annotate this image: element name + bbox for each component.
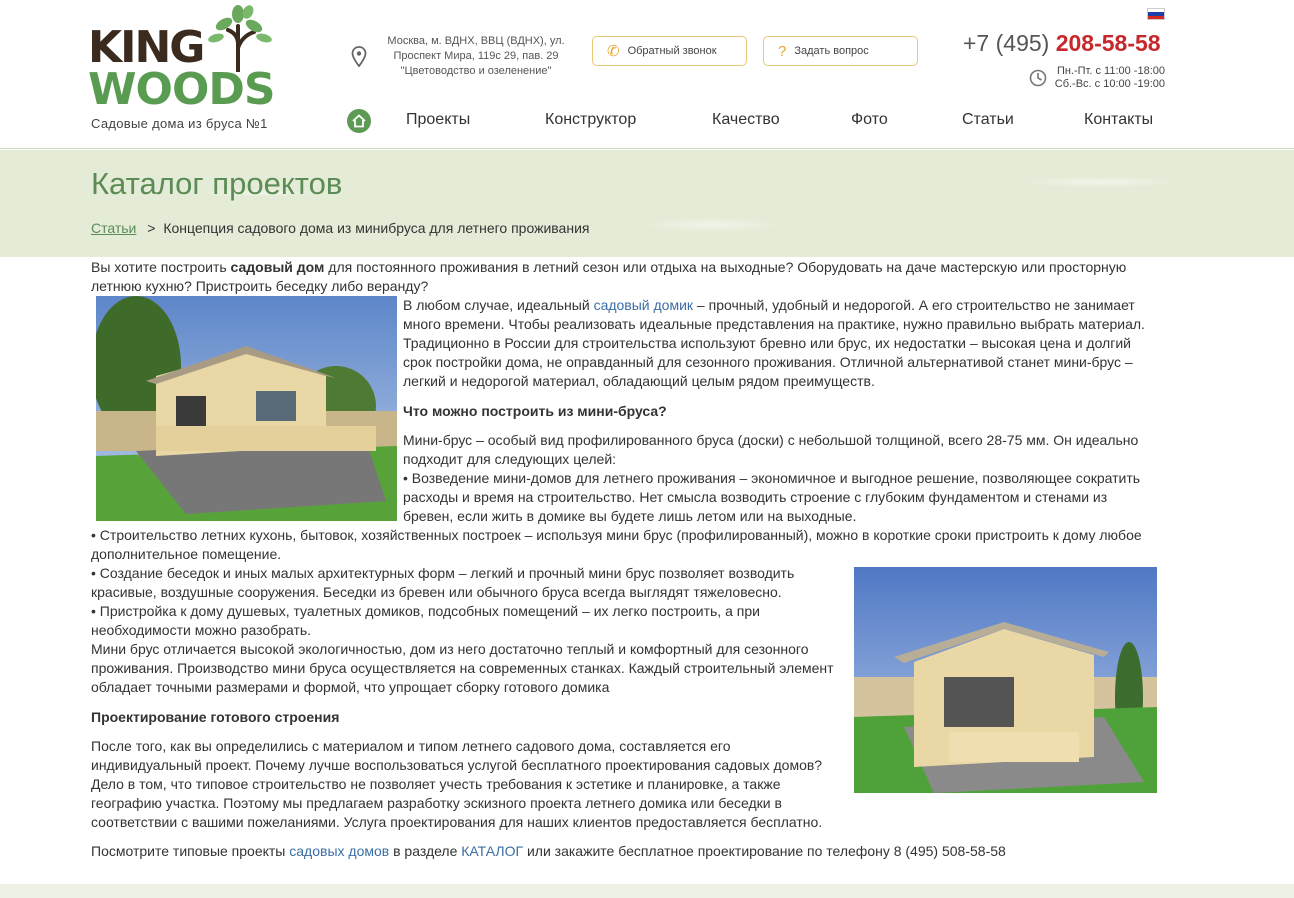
ask-question-button[interactable] xyxy=(763,36,918,66)
logo-text-king: KING xyxy=(88,22,204,73)
article-paragraph-5: Мини брус отличается высокой экологичностью, дом из него достаточно теплый и комфортный для сезонного проживания. Производство мини бруса осуществляется на современных станках. Каждый строительный элемент обладает точными размерами и формой, что упрощает сборку готового домика xyxy=(91,641,834,695)
article-content xyxy=(91,258,1157,861)
breadcrumb xyxy=(91,220,589,236)
site-header xyxy=(0,0,1294,149)
text: Посмотрите типовые проекты xyxy=(91,843,290,859)
link-garden-house[interactable]: садовый домик xyxy=(593,297,694,313)
callback-button[interactable] xyxy=(592,36,747,66)
article-paragraph-6: После того, как вы определились с материалом и типом летнего садового дома, составляется его индивидуальный проект. Почему лучше воспользоваться услугой бесплатного проектирования садовых домов? Дело в том, что типовое строительство не позволяет учесть требования к эстетике и планировке, а также географию участка. Поэтому мы предлагаем разработку эскизного проекта летнего домика или беседки в соответствии с вашими пожеланиями. Услуга проектирования для наших клиентов предоставляется бесплатно. xyxy=(91,738,823,830)
breadcrumb-current: Концепция садового дома из минибруса для летнего проживания xyxy=(163,220,590,236)
article-bullet-2: • Строительство летних кухонь, бытовок, хозяйственных построек – используя мини брус (профилированный), можно в короткие сроки пристроить к дому любое дополнительное помещение. xyxy=(91,527,1142,562)
nav-item-photo[interactable]: Фото xyxy=(851,111,888,128)
logo-text-woods: WOODS xyxy=(88,64,275,115)
text: в разделе xyxy=(389,843,462,859)
clock-icon xyxy=(1028,68,1048,88)
nav-item-quality[interactable]: Качество xyxy=(712,111,780,128)
link-catalog[interactable]: КАТАЛОГ xyxy=(461,843,524,859)
garden-house-photo xyxy=(96,296,397,521)
callback-button-label: Обратный звонок xyxy=(627,45,717,57)
article-bullet-3: • Создание беседок и иных малых архитектурных форм – легкий и прочный мини брус позволяет возводить красивые, воздушные сооружения. Беседки из бревен или обычного бруса всегда выглядят тяжеловесно. xyxy=(91,565,795,600)
nav-item-constructor[interactable]: Конструктор xyxy=(545,111,637,128)
text: – прочный, удобный и недорогой. А его строительство не занимает много времени. Чтобы реализовать идеальные представления на практике, нужно правильно выбрать материал. xyxy=(403,297,1145,332)
page-title: Каталог проектов xyxy=(91,166,343,201)
article-heading-what-to-build: Что можно построить из мини-бруса? xyxy=(403,403,667,419)
article-paragraph-7 xyxy=(91,842,1157,861)
article-heading-design: Проектирование готового строения xyxy=(91,709,340,725)
gazebo-photo xyxy=(854,567,1157,793)
hours-weekdays: Пн.-Пт. с 11:00 -18:00 xyxy=(1056,65,1165,77)
text: или закажите бесплатное проектирование по телефону 8 (495) 508-58-58 xyxy=(523,843,1006,859)
text-bold: садовый дом xyxy=(230,259,325,275)
logo-tagline: Садовые дома из бруса №1 xyxy=(91,116,268,131)
home-icon xyxy=(352,114,366,128)
page-banner xyxy=(0,150,1294,257)
text: В любом случае, идеальный xyxy=(403,297,594,313)
russian-flag-icon[interactable] xyxy=(1147,8,1165,20)
breadcrumb-link-articles[interactable]: Статьи xyxy=(91,220,137,236)
tree-logo-icon xyxy=(208,4,272,72)
article-paragraph-4: Мини-брус – особый вид профилированного бруса (доски) с небольшой толщиной, всего 28-75 мм. Он идеально подходит для следующих целей: xyxy=(403,432,1139,467)
ask-question-button-label: Задать вопрос xyxy=(794,45,869,57)
article-bullet-4: • Пристройка к дому душевых, туалетных домиков, подсобных помещений – их легко построить, а при необходимости можно разобрать. xyxy=(91,603,760,638)
footer-strip xyxy=(0,884,1294,898)
phone-prefix: +7 (495) xyxy=(963,30,1056,56)
breadcrumb-separator: > xyxy=(147,220,156,236)
nav-item-projects[interactable]: Проекты xyxy=(406,111,471,128)
question-mark-icon: ? xyxy=(778,42,787,60)
store-address: Москва, м. ВДНХ, ВВЦ (ВДНХ), ул. Проспект Мира, 119с 29, пав. 29 "Цветоводство и озеленение" xyxy=(387,35,565,77)
article-bullet-1: • Возведение мини-домов для летнего проживания – экономичное и выгодное решение, позволяющее сократить расходы и время на строительство. Нет смысла возводить строение с глубоким фундаментом и стенами из бревен, если жить в домике вы будете лишь летом или на выходные. xyxy=(403,470,1141,524)
link-garden-houses[interactable]: садовых домов xyxy=(289,843,390,859)
article-paragraph-3: Традиционно в России для строительства используют бревно или брус, их недостатки – высокая цена и долгий срок постройки дома, не оправданный для сезонного проживания. Отличной альтернативой станет мини-брус – легкий и недорогой материал, обладающий целым рядом преимуществ. xyxy=(403,335,1133,389)
phone-number[interactable] xyxy=(963,30,1161,57)
text: для постоянного проживания в летний сезон или отдыха на выходные? Оборудовать на даче мастерскую или просторную летнюю кухню? Пристроить беседку либо веранду? xyxy=(91,259,1127,294)
article-paragraph-intro xyxy=(91,258,1157,296)
text: Вы хотите построить xyxy=(91,259,231,275)
nav-item-articles[interactable]: Статьи xyxy=(962,111,1014,128)
hours-weekend: Сб.-Вс. с 10:00 -19:00 xyxy=(1054,78,1165,90)
nav-home-button[interactable] xyxy=(347,109,371,133)
nav-item-contacts[interactable]: Контакты xyxy=(1084,111,1154,128)
phone-main-number: 208-58-58 xyxy=(1055,30,1161,56)
working-hours xyxy=(1050,65,1165,91)
map-pin-icon xyxy=(351,46,367,68)
phone-handset-icon: ✆ xyxy=(607,43,620,60)
